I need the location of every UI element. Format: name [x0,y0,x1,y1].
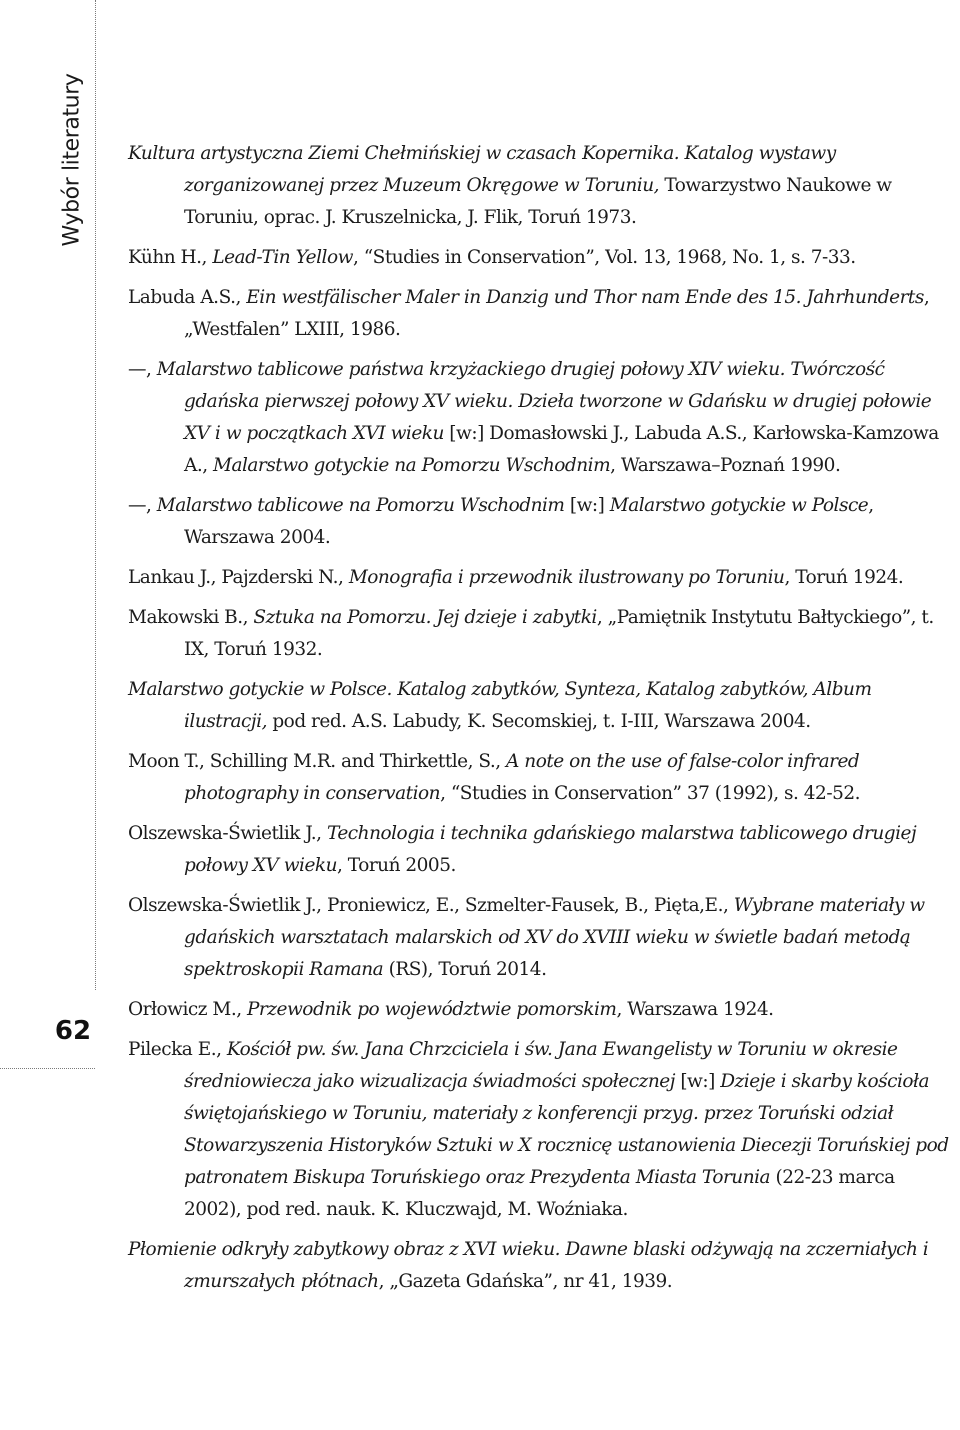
entry-text: Pilecka E., [128,1039,227,1060]
entry-text: Olszewska-Świetlik J., [128,823,327,844]
entry-title-text: Przewodnik po województwie pomorskim [246,999,617,1020]
entry-text: Olszewska-Świetlik J., Proniewicz, E., Szmelter-Fausek, B., Pięta,E., [128,895,734,916]
entry-text: , „Gazeta Gdańska”, nr 41, 1939. [378,1271,673,1292]
entry-text: , „Westfalen” LXIII, 1986. [184,287,930,340]
entry-text: [w:] [674,1071,721,1092]
entry-title-text: Sztuka na Pomorzu. Jej dzieje i zabytki [253,607,597,628]
bibliography-entry [128,994,954,1026]
bibliography-entry [128,890,954,986]
entry-text: Kühn H., [128,247,213,268]
entry-text: Labuda A.S., [128,287,247,308]
entry-text: (RS), Toruń 2014. [383,959,547,980]
bibliography-entry [128,602,954,666]
entry-text: Orłowicz M., [128,999,247,1020]
entry-title-text: Malarstwo gotyckie na Pomorzu Wschodnim [213,455,611,476]
bibliography-entry [128,1034,954,1226]
bibliography-entry [128,562,954,594]
entry-text: , “Studies in Conservation”, Vol. 13, 1968, No. 1, s. 7-33. [352,247,856,268]
entry-text: , „Pamiętnik Instytutu Bałtyckiego”, t. IX, Toruń 1932. [184,607,934,660]
entry-title-text: A note on the use of false-color infrared photography in conservation [184,751,860,804]
entry-text: pod red. A.S. Labudy, K. Secomskiej, t. I-III, Warszawa 2004. [266,711,811,732]
entry-text: Makowski B., [128,607,254,628]
sidebar [0,0,100,1430]
entry-title-text: Monografia i przewodnik ilustrowany po Toruniu [348,567,785,588]
entry-title-text: Lead-Tin Yellow [212,247,353,268]
vertical-divider [95,0,96,990]
bibliography-entry [128,138,954,234]
entry-title-text: Kultura artystyczna Ziemi Chełmińskiej w czasach Kopernika. Katalog wystawy zorganizowanej przez Muzeum Okręgowe w Toruniu, [128,143,836,196]
entry-text: , Warszawa 2004. [184,495,874,548]
entry-text: , Toruń 1924. [784,567,904,588]
horizontal-divider [0,1068,95,1069]
bibliography-entry [128,490,954,554]
section-label: Wybór literatury [59,73,85,247]
entry-text: Lankau J., Pajzderski N., [128,567,349,588]
bibliography-entry [128,242,954,274]
entry-title-text: Kościół pw. św. Jana Chrzciciela i św. Jana Ewangelisty w Toruniu w okresie średniowiecza jako wizualizacja świadmości społecznej [184,1039,898,1092]
page-number: 62 [54,1016,92,1046]
entry-text: , Toruń 2005. [337,855,456,876]
bibliography-entry [128,1234,954,1298]
entry-title-text: Malarstwo tablicowe na Pomorzu Wschodnim [156,495,565,516]
entry-title-text: Dzieje i skarby kościoła świętojańskiego w Toruniu, materiały z konferencji przyg. przez Toruński odział Stowarzyszenia Historyków Sztuki w X rocznicę ustanowienia Diecezji Toruńskiej pod patronatem Biskupa Toruńskiego oraz Prezydenta Miasta Torunia [184,1071,949,1188]
entry-title-text: Wybrane materiały w gdańskich warsztatach malarskich od XV do XVIII wieku w świetle badań metodą spektroskopii Ramana [184,895,925,980]
bibliography-entry [128,746,954,810]
entry-title-text: Płomienie odkryły zabytkowy obraz z XVI wieku. Dawne blaski odżywają na zczerniałych i zmurszałych płótnach [128,1239,929,1292]
entry-text: Towarzystwo Naukowe w Toruniu, oprac. J. Kruszelnicka, J. Flik, Toruń 1973. [184,175,892,228]
bibliography-list [128,138,954,1306]
entry-text: , Warszawa 1924. [616,999,774,1020]
bibliography-entry [128,282,954,346]
entry-text: , Warszawa–Poznań 1990. [610,455,841,476]
entry-text: —, [128,359,157,380]
entry-text: (22-23 marca 2002), pod red. nauk. K. Kluczwajd, M. Woźniaka. [184,1167,895,1220]
entry-title-text: Ein westfälischer Maler in Danzig und Thor nam Ende des 15. Jahrhunderts [246,287,924,308]
entry-text: [w:] Domasłowski J., Labuda A.S., Karłowska-Kamzowa A., [184,423,939,476]
entry-title-text: Malarstwo tablicowe państwa krzyżackiego drugiej połowy XIV wieku. Twórczość gdańska pierwszej połowy XV wieku. Dzieła tworzone w Gdańsku w drugiej połowie XV i w początkach XVI wieku [156,359,932,444]
bibliography-entry [128,818,954,882]
entry-title-text: Malarstwo gotyckie w Polsce [609,495,869,516]
entry-text: Moon T., Schilling M.R. and Thirkettle, S., [128,751,507,772]
entry-text: , “Studies in Conservation” 37 (1992), s. 42-52. [440,783,860,804]
entry-text: [w:] [564,495,610,516]
entry-title-text: Technologia i technika gdańskiego malarstwa tablicowego drugiej połowy XV wieku [184,823,917,876]
bibliography-entry [128,354,954,482]
entry-text: —, [128,495,157,516]
entry-title-text: Malarstwo gotyckie w Polsce. Katalog zabytków, Synteza, Katalog zabytków, Album ilustracji, [128,679,872,732]
bibliography-entry [128,674,954,738]
